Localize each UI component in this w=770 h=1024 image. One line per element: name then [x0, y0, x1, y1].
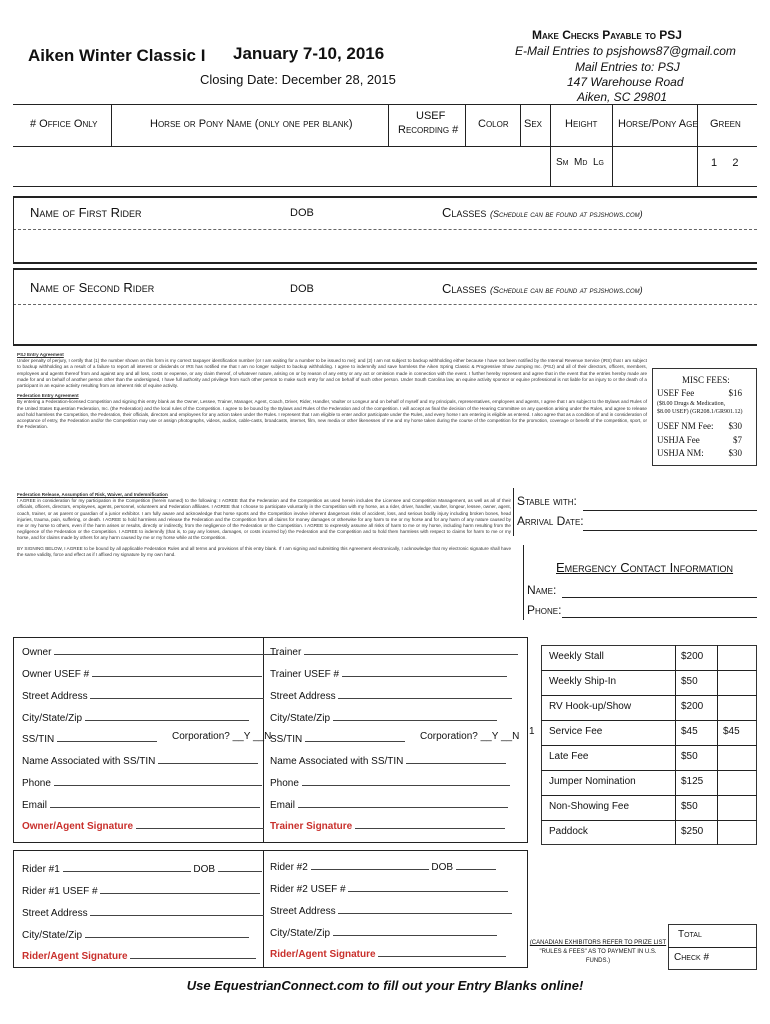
rider2-signature-field[interactable]: Rider/Agent Signature [270, 946, 506, 960]
trainer-phone-field[interactable]: Phone [270, 775, 510, 789]
rider1-city-field[interactable]: City/State/Zip [22, 927, 249, 941]
trainer-field[interactable]: Trainer [270, 644, 518, 658]
mail-line: Mail Entries to: PSJ [575, 60, 680, 74]
psj-agreement-text: Under penalty of perjury, I certify that (1) the number shown on this form is my correct taxpayer identification number (or I am waiting for a number to be issued to me); and (2) I am not subject to backup withholding either because I have not been notified by the Internal Revenue Service (IRS) that I am subject to backup withholding as a result of a failure to report all interest or dividends or IRS has notified me that I am no longer subject to backup withholding. I agree to indemnify and save harmless the Aiken Spring Classic & Progressive Show Jumping Inc. (PSJ) and all of their directors, officers, members, employees and agents thereof from and against any and all loss, costs or expense, or any claim thereof, of whatever nature, arising on or by reason of any entry or any act or omission made in connection with the event. I further hereby represent and agree that in the event that the entries hereby made are made for and on behalf of another person other than the undersigned, I have full authority and privilege from such other person to make such entry for and on behalf of such other person. Under South Carolina law, an equine activity sponsor or equine professional is not liable for an injury to or the death of a participant in an equine activity resulting from an inherent risk of equine activity. [17, 358, 647, 389]
emergency-name-label: Name: [527, 583, 557, 597]
fee-row-late-fee: Late Fee $50 [549, 751, 698, 762]
rider2-usef-field[interactable]: Rider #2 USEF # [270, 881, 508, 895]
owner-usef-field[interactable]: Owner USEF # [22, 666, 262, 680]
rider1-street-field[interactable]: Street Address [22, 905, 264, 919]
federation-agreement-text: By entering a Federation-licensed Competition and signing this entry blank as the Owner, Lessee, Trainer, Manager, Agent, Coach, Driver, Rider, Handler, Vaulter or Longeur and on behalf of myself and my principals, representatives, employees and agents, I agree that I am subject to the Bylaws and Rules of the United States Equestrian Federation, Inc. (the Federation) and the local rules of the Competition. I agree to be bound by the Bylaws and Rules of the Federation and of the competition. I will accept as final the decision of the Hearing Committee on any question arising under the Rules, and agree to release and hold harmless the Competition, the Federation, their officials, directors and employees for any action taken under the Rules. I represent that I am eligible to enter and/or participate under the Rules, and every horse I am entering is eligible as entered. I also agree that as a condition of and in consideration of acceptance of entry, the Federation and/or the Competition may use or assign photographs, videos, audios, cable-casts, broadcasts, internet, film, new media or other likenesses of me and my horse taken during the course of the competition for the promotion, coverage or benefit of the competition, sport, or the Federation. [17, 399, 647, 430]
trainer-city-field[interactable]: City/State/Zip [270, 710, 497, 724]
arrival-date-label: Arrival Date: [517, 514, 584, 528]
col-usef: USEF [416, 110, 446, 122]
rider2-city-field[interactable]: City/State/Zip [270, 925, 497, 939]
col-horse-name: Horse or Pony Name (only one per blank) [150, 118, 353, 130]
owner-email-field[interactable]: Email [22, 797, 260, 811]
trainer-signature-field[interactable]: Trainer Signature [270, 818, 505, 832]
fee-row-jumper-nomination: Jumper Nomination $125 [549, 776, 704, 787]
total-label: Total [678, 929, 702, 940]
fee-row-weekly-stall: Weekly Stall $200 [549, 651, 704, 662]
show-name: Aiken Winter Classic I [28, 46, 206, 65]
release-title: Federation Release, Assumption of Risk, Waiver, and Indemnification [17, 492, 168, 497]
misc-fees-title: MISC FEES: [682, 375, 730, 385]
psj-agreement-title: PSJ Entry Agreement [17, 352, 64, 357]
col-color: Color [478, 118, 509, 130]
trainer-usef-field[interactable]: Trainer USEF # [270, 666, 507, 680]
emergency-phone-label: Phone: [527, 603, 562, 617]
trainer-corporation[interactable]: Corporation? __Y __N [420, 731, 520, 742]
legal-release [17, 492, 511, 558]
second-rider-label: Name of Second Rider [30, 280, 155, 295]
rider1-field[interactable]: Rider #1 DOB [22, 861, 262, 875]
show-dates: January 7-10, 2016 [233, 44, 385, 63]
owner-ssn-field[interactable]: SS/TIN [22, 731, 157, 745]
col-age: Horse/Pony Age [618, 118, 698, 130]
street-line: 147 Warehouse Road [567, 75, 684, 89]
rider1-signature-field[interactable]: Rider/Agent Signature [22, 948, 256, 962]
owner-assoc-name-field[interactable]: Name Associated with SS/TIN [22, 753, 258, 767]
signing-text: BY SIGNING BELOW, I AGREE to be bound by all applicable Federation Rules and all terms and provisions of this entry blank. If I am signing and submitting this Agreement electronically, I acknowledge that my electronic signature shall have the same validity, force and effect as if I affixed my signature by my own hand. [17, 545, 511, 557]
legal-agreement [17, 352, 647, 430]
stable-with-label: Stable with: [517, 494, 577, 508]
first-rider-classes: Classes (Schedule can be found at psjshows.com) [442, 205, 643, 220]
owner-signature-field[interactable]: Owner/Agent Signature [22, 818, 264, 832]
height-sizes: Sm Md Lg [556, 157, 605, 168]
green-options: 1 2 [711, 157, 739, 169]
owner-field[interactable]: Owner [22, 644, 278, 658]
closing-date: Closing Date: December 28, 2015 [200, 72, 396, 87]
col-green: Green [710, 118, 741, 130]
col-recording: Recording # [398, 124, 459, 136]
release-text: I AGREE in consideration for my participation in the Competition (herein named) to the following: I AGREE that the Federation and the Competition as used herein includes the Licensee and Competition Management, as well as all of their officials, officers, directors, employees, agents, personnel, volunteers and Federation affiliates. I AGREE that I choose to participate voluntarily in the Competition with my horse, as a rider, driver, handler, vaulter, longeur, lessee, owner, agent, coach, trainer, or as parent or guardian of a junior exhibitor. I am fully aware and acknowledge that horse sports and the Competition involve inherent dangerous risks of accident, loss, and serious bodily injury including broken bones, head injuries, trauma, pain, suffering, or death. I AGREE to hold harmless and release the Federation and the Competition from all claims for money damages or otherwise for any harm to me or my horse and for any harm of any nature caused by me or my horse to others, even if the harm arises or results, directly or indirectly, from the negligence of the Federation or the Competition. I AGREE to expressly assume all risks of harm to me or my horse, including harm resulting from the negligence of the Federation or the Competition. I AGREE to indemnify (that is, to pay any losses, damages, or costs incurred by) the Federation and the Competition and to hold them harmless with respect to claims for harm to me or my horse, and for claims made by others for any harm caused by me or my horse while at the Competition. [17, 498, 511, 541]
owner-corporation[interactable]: Corporation? __Y __N [172, 731, 272, 742]
first-rider-label: Name of First Rider [30, 205, 142, 220]
rider2-street-field[interactable]: Street Address [270, 903, 512, 917]
fee-row-paddock: Paddock $250 [549, 826, 704, 837]
second-rider-classes: Classes (Schedule can be found at psjshows.com) [442, 281, 643, 296]
owner-phone-field[interactable]: Phone [22, 775, 262, 789]
trainer-email-field[interactable]: Email [270, 797, 508, 811]
misc-fees-list: USEF Fee $16 ($8.00 Drugs & Medication, $8.00 USEF) (GR208.1/GR901.12) USEF NM Fee: $30 USHJA Fee $7 USHJA NM: $30 [657, 388, 743, 458]
payable-note: Make Checks Payable to PSJ [532, 28, 682, 42]
check-label: Check # [674, 952, 710, 963]
col-office: # Office Only [30, 118, 98, 130]
federation-agreement-title: Federation Entry Agreement [17, 393, 79, 399]
footer-promo: Use EquestrianConnect.com to fill out your Entry Blanks online! [186, 978, 584, 993]
emergency-title: Emergency Contact Information [556, 560, 734, 575]
city-line: Aiken, SC 29801 [577, 90, 668, 104]
first-rider-dob: DOB [290, 207, 314, 219]
email-line: E-Mail Entries to psjshows87@gmail.com [515, 44, 736, 58]
trainer-ssn-field[interactable]: SS/TIN [270, 731, 405, 745]
fee-row-rv-hookup: RV Hook-up/Show $200 [549, 701, 704, 712]
owner-city-field[interactable]: City/State/Zip [22, 710, 249, 724]
col-height: Height [565, 118, 598, 130]
canadian-note: (CANADIAN EXHIBITORS REFER TO PRIZE LIST "RULES & FEES" AS TO PAYMENT IN U.S. FUNDS.) [529, 940, 667, 964]
rider2-field[interactable]: Rider #2 DOB [270, 859, 496, 873]
fee-row-service-fee: 1 Service Fee $45 $45 [529, 726, 740, 737]
rider1-usef-field[interactable]: Rider #1 USEF # [22, 883, 260, 897]
trainer-street-field[interactable]: Street Address [270, 688, 512, 702]
trainer-assoc-name-field[interactable]: Name Associated with SS/TIN [270, 753, 506, 767]
fee-row-non-showing: Non-Showing Fee $50 [549, 801, 698, 812]
fee-row-weekly-ship-in: Weekly Ship-In $50 [549, 676, 698, 687]
owner-street-field[interactable]: Street Address [22, 688, 264, 702]
col-sex: Sex [524, 118, 543, 130]
second-rider-dob: DOB [290, 283, 314, 295]
